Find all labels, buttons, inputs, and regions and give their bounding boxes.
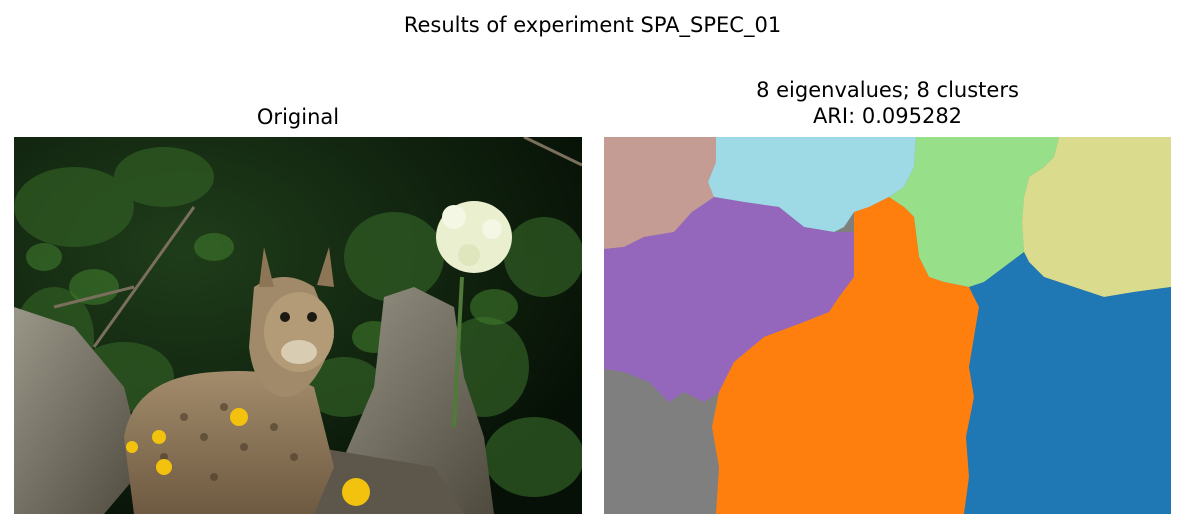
segmentation-title-line2: ARI: 0.095282 [812,104,963,128]
segmentation-title-line1: 8 eigenvalues; 8 clusters [756,78,1019,102]
figure-suptitle: Results of experiment SPA_SPEC_01 [403,13,782,37]
segmentation-image-panel [604,137,1171,514]
cluster-blue [964,252,1171,514]
photo-bobcat-icon [14,137,582,514]
segmentation-panel-title [604,77,1171,129]
beargrass-flower [436,201,512,273]
original-panel-title: Original [256,105,340,129]
original-image-panel [14,137,582,514]
segmentation-map [604,137,1171,514]
